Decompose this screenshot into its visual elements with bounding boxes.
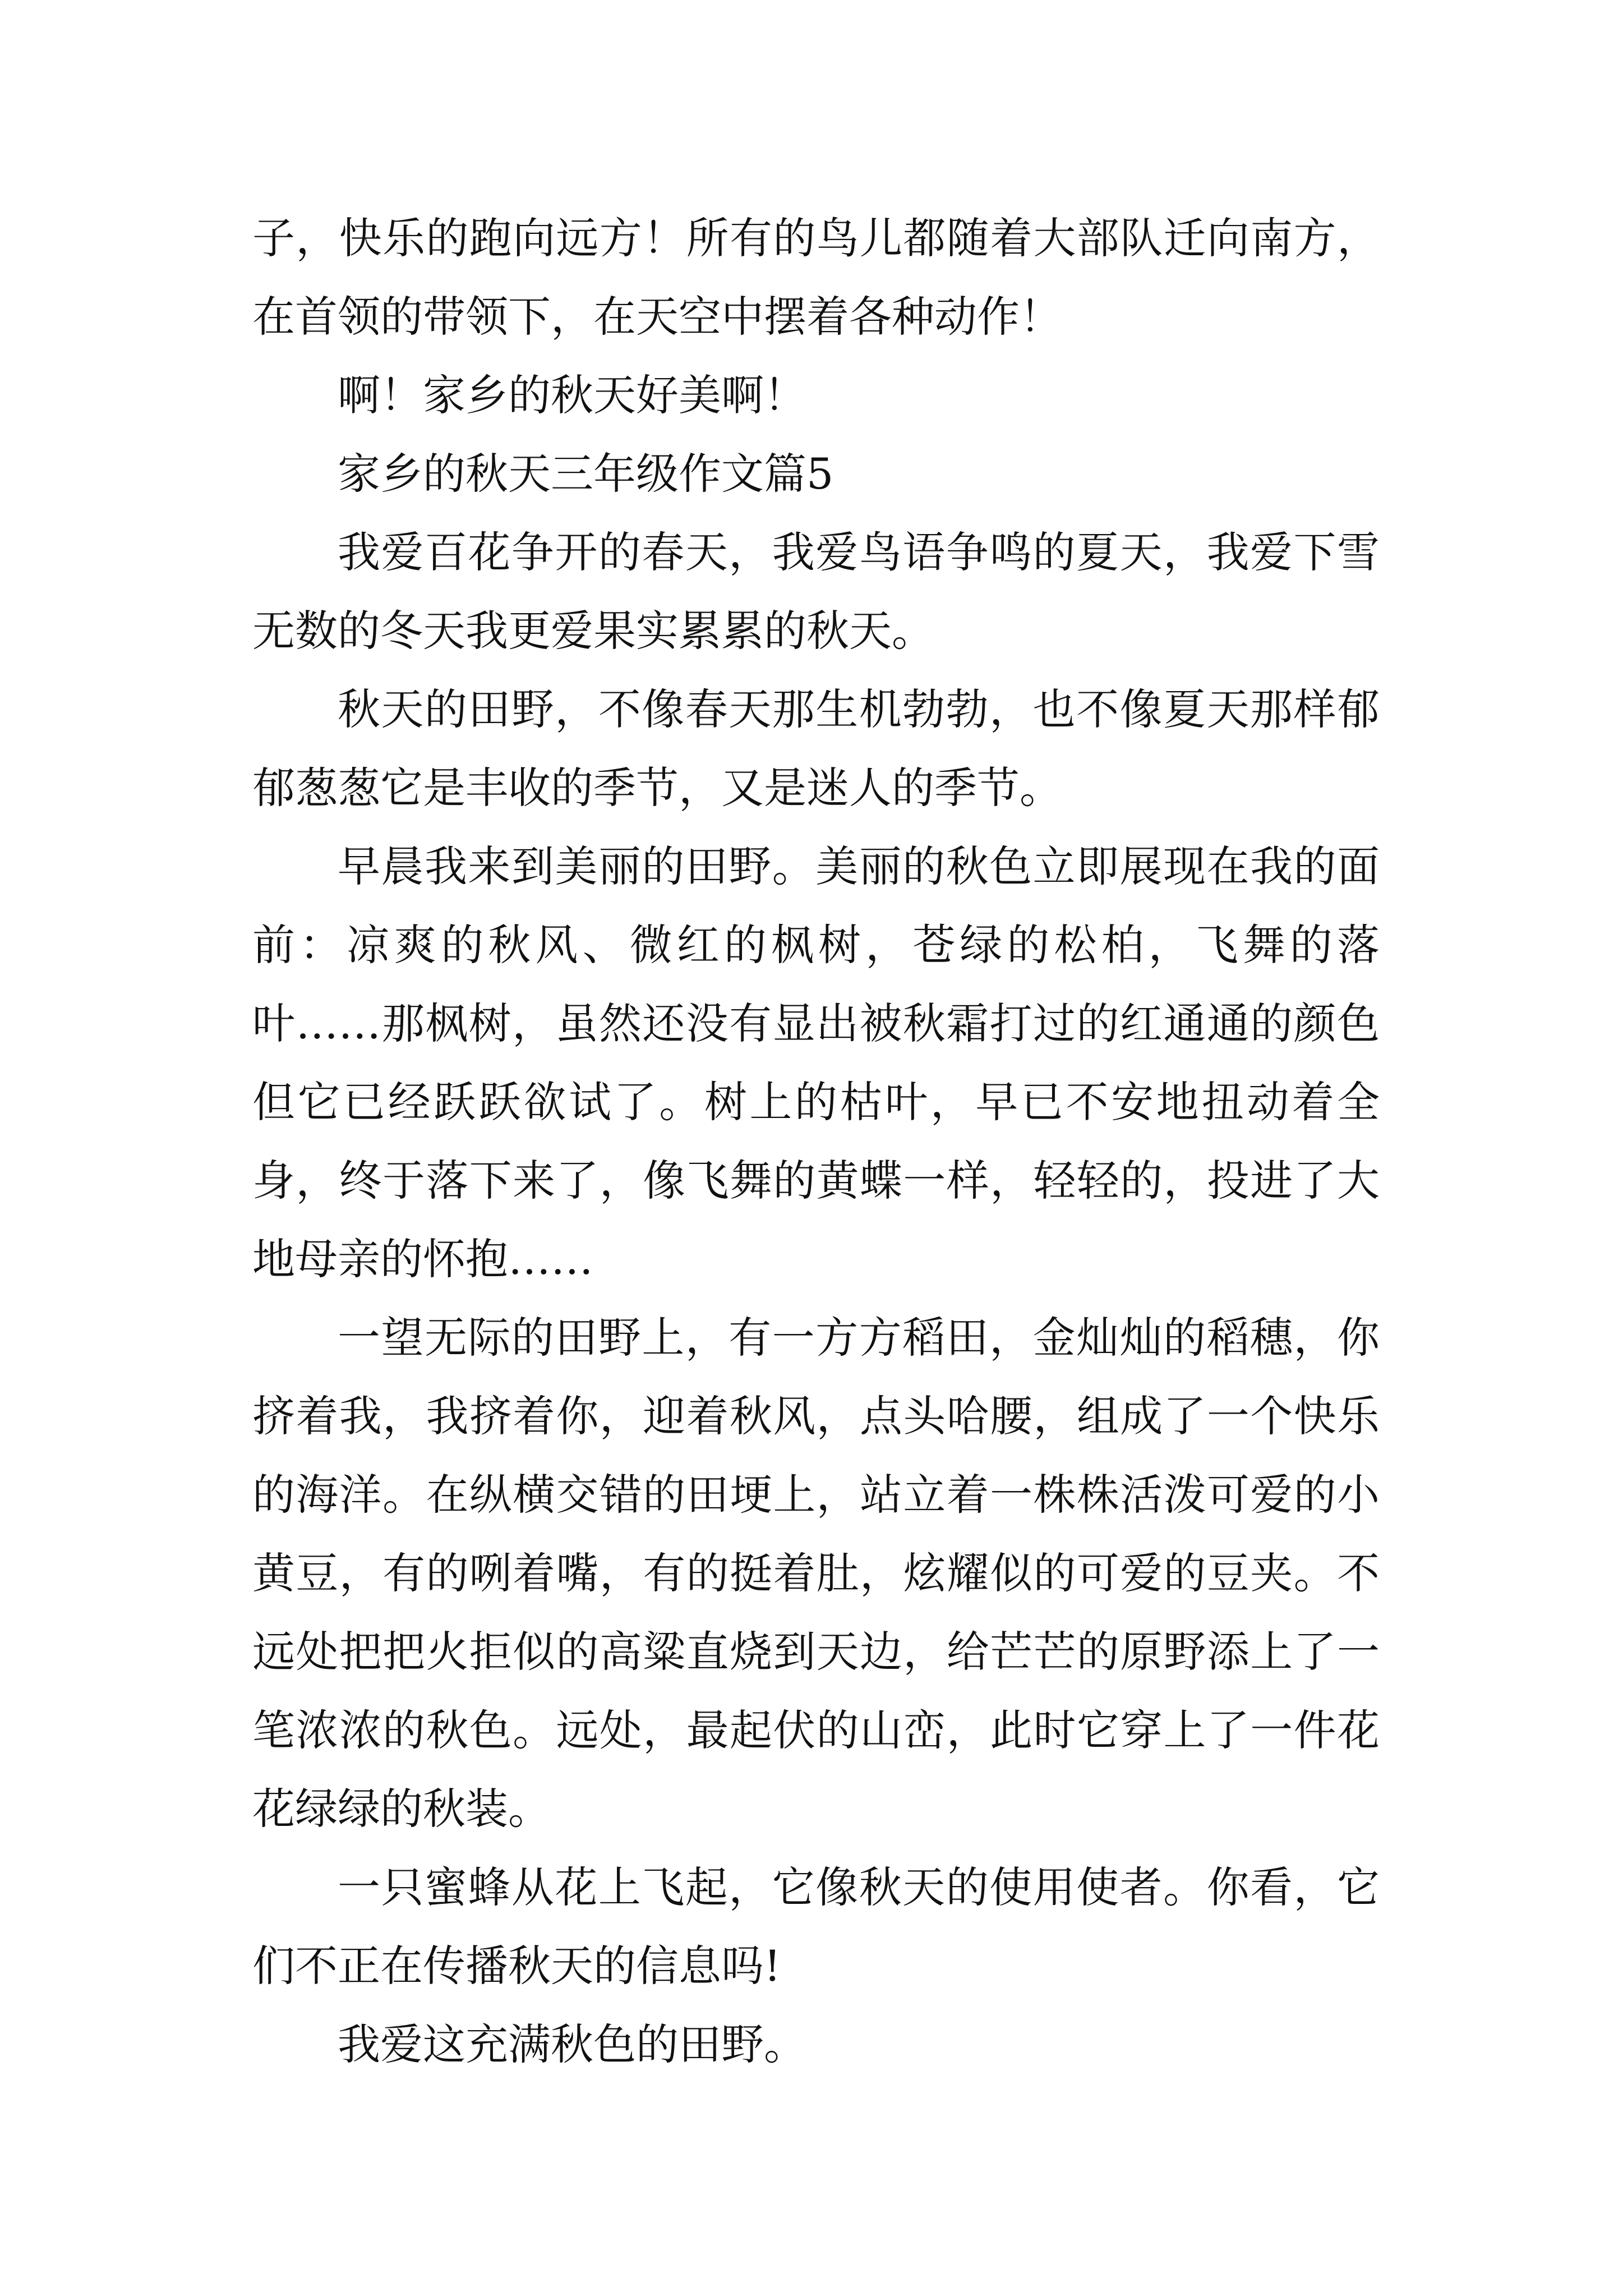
document-body <box>252 199 1380 2084</box>
paragraph: 一只蜜蜂从花上飞起，它像秋天的使用使者。你看，它们不正在传播秋天的信息吗! <box>252 1862 1380 1991</box>
paragraph: 我爱百花争开的春天，我爱鸟语争鸣的夏天，我爱下雪无数的冬天我更爱果实累累的秋天。 <box>252 527 1380 656</box>
paragraph: 一望无际的田野上，有一方方稻田，金灿灿的稻穗，你挤着我，我挤着你，迎着秋风，点头哈腰，组成了一个快乐的海洋。在纵横交错的田埂上，站立着一株株活泼可爱的小黄豆，有的咧着嘴，有的挺着肚，炫耀似的可爱的豆夹。不远处把把火拒似的高粱直烧到天边，给芒芒的原野添上了一笔浓浓的秋色。远处，最起伏的山峦，此时它穿上了一件花花绿绿的秋装。 <box>252 1313 1380 1834</box>
paragraph-continued: 子，快乐的跑向远方！所有的鸟儿都随着大部队迁向南方，在首领的带领下，在天空中摆着各种动作！ <box>252 213 1380 342</box>
paragraph: 早晨我来到美丽的田野。美丽的秋色立即展现在我的面前：凉爽的秋风、微红的枫树，苍绿的松柏，飞舞的落叶……那枫树，虽然还没有显出被秋霜打过的红通通的颜色但它已经跃跃欲试了。树上的枯叶，早已不安地扭动着全身，终于落下来了，像飞舞的黄蝶一样，轻轻的，投进了大地母亲的怀抱…… <box>252 841 1380 1284</box>
paragraph-exclamation: 啊！家乡的秋天好美啊！ <box>338 370 806 420</box>
paragraph: 秋天的田野，不像春天那生机勃勃，也不像夏天那样郁郁葱葱它是丰收的季节，又是迷人的季节。 <box>252 684 1380 813</box>
paragraph: 我爱这充满秋色的田野。 <box>338 2019 806 2069</box>
section-heading: 家乡的秋天三年级作文篇5 <box>338 449 834 499</box>
